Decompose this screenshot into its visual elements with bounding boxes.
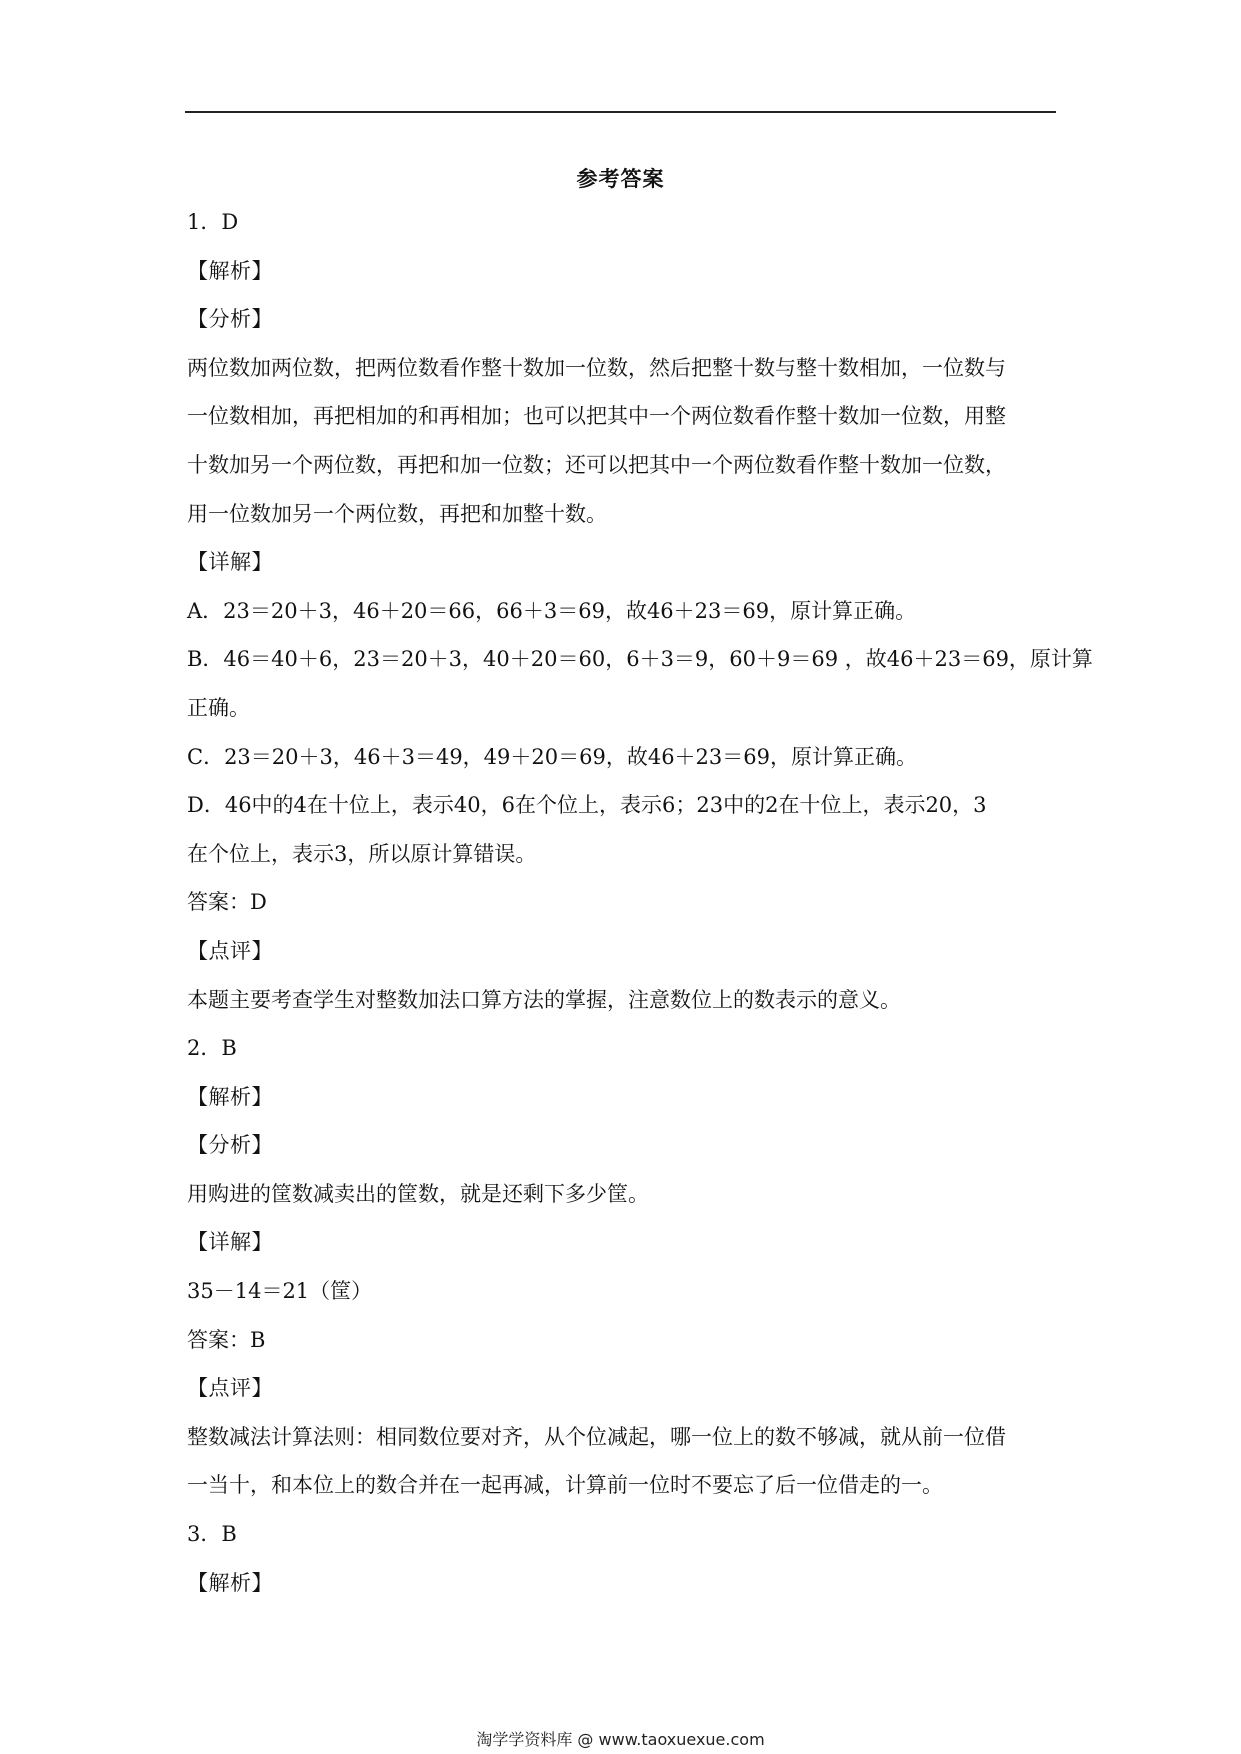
section-heading-xiangjie: 【详解】 bbox=[187, 1230, 273, 1255]
header-rule bbox=[185, 111, 1056, 113]
paragraph-line: 一当十，和本位上的数合并在一起再减，计算前一位时不要忘了后一位借走的一。 bbox=[187, 1473, 943, 1498]
answer-1-choice: 1．D bbox=[187, 210, 239, 234]
option-b-line: 正确。 bbox=[187, 695, 250, 720]
answer-2-choice: 2．B bbox=[187, 1036, 237, 1061]
option-a-line: A．23＝20＋3，46＋20＝66，66＋3＝69，故46＋23＝69，原计算正确。 bbox=[187, 598, 917, 623]
section-heading-jiexi: 【解析】 bbox=[187, 258, 273, 283]
paragraph-line: 十数加另一个两位数，再把和加一位数；还可以把其中一个两位数看作整十数加一位数， bbox=[187, 452, 1006, 477]
option-c-line: C．23＝20＋3，46＋3＝49，49＋20＝69，故46＋23＝69，原计算正确。 bbox=[187, 744, 918, 769]
section-heading-jiexi: 【解析】 bbox=[187, 1084, 273, 1109]
answer-line: 答案：D bbox=[187, 890, 267, 915]
paragraph-line: 本题主要考查学生对整数加法口算方法的掌握，注意数位上的数表示的意义。 bbox=[187, 987, 901, 1012]
paragraph-line: 用一位数加另一个两位数，再把和加整十数。 bbox=[187, 501, 607, 526]
calculation-line: 35－14＝21（筐） bbox=[187, 1279, 373, 1304]
option-d-line: 在个位上，表示3，所以原计算错误。 bbox=[187, 841, 537, 866]
paragraph-line: 一位数相加，再把相加的和再相加；也可以把其中一个两位数看作整十数加一位数，用整 bbox=[187, 404, 1006, 429]
section-heading-dianping: 【点评】 bbox=[187, 1376, 273, 1401]
section-heading-jiexi: 【解析】 bbox=[187, 1570, 273, 1595]
footer-watermark: 淘学学资料库 @ www.taoxuexue.com bbox=[476, 1730, 765, 1749]
paragraph-line: 两位数加两位数，把两位数看作整十数加一位数，然后把整十数与整十数相加，一位数与 bbox=[187, 355, 1006, 380]
option-d-line: D．46中的4在十位上，表示40，6在个位上，表示6；23中的2在十位上，表示20，3 bbox=[187, 793, 987, 818]
answer-line: 答案：B bbox=[187, 1327, 266, 1352]
section-heading-fenxi: 【分析】 bbox=[187, 307, 273, 332]
section-heading-dianping: 【点评】 bbox=[187, 938, 273, 963]
option-b-line: B．46＝40＋6，23＝20＋3，40＋20＝60，6＋3＝9，60＋9＝69 ，故46＋23＝69，原计算 bbox=[187, 647, 1093, 672]
paragraph-line: 用购进的筐数减卖出的筐数，就是还剩下多少筐。 bbox=[187, 1181, 649, 1206]
page-title: 参考答案 bbox=[576, 167, 665, 191]
answer-body bbox=[187, 207, 1093, 1616]
answer-3-choice: 3．B bbox=[187, 1522, 237, 1547]
paragraph-line: 整数减法计算法则：相同数位要对齐，从个位减起，哪一位上的数不够减，就从前一位借 bbox=[187, 1424, 1006, 1449]
section-heading-xiangjie: 【详解】 bbox=[187, 550, 273, 575]
section-heading-fenxi: 【分析】 bbox=[187, 1133, 273, 1158]
